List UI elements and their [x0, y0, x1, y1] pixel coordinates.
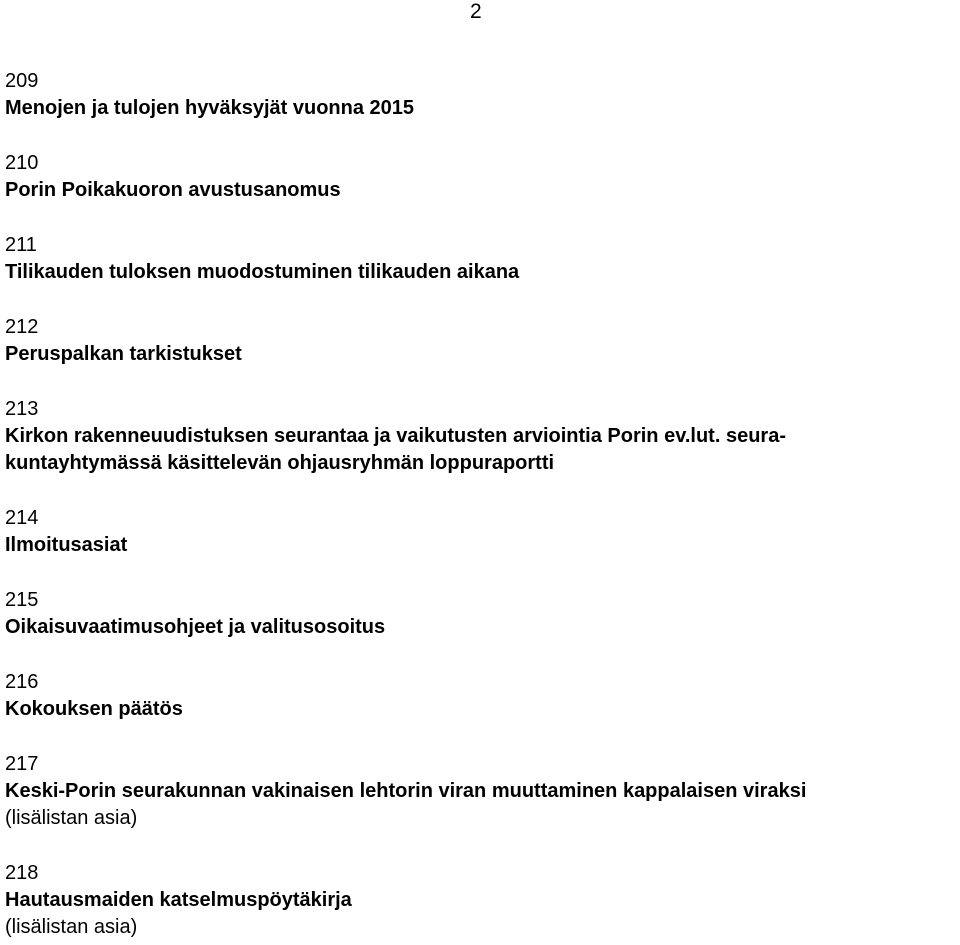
agenda-item-number: 217 — [5, 753, 39, 775]
agenda-item-214 — [5, 505, 957, 559]
agenda-item-216 — [5, 669, 957, 723]
agenda-item-title-line-2: kuntayhtymässä käsittelevän ohjausryhmän loppuraportti — [5, 452, 555, 474]
agenda-item-note: (lisälistan asia) — [5, 807, 138, 829]
agenda-item-213 — [5, 396, 957, 477]
agenda-item-title: Menojen ja tulojen hyväksyjät vuonna 2015 — [5, 97, 415, 119]
agenda-item-209 — [5, 68, 957, 122]
agenda-item-number: 215 — [5, 589, 39, 611]
agenda-item-number: 210 — [5, 152, 39, 174]
agenda-item-title: Ilmoitusasiat — [5, 534, 128, 556]
agenda-item-title: Oikaisuvaatimusohjeet ja valitusosoitus — [5, 616, 386, 638]
agenda-item-number: 218 — [5, 862, 39, 884]
agenda-item-title: Kokouksen päätös — [5, 698, 183, 720]
agenda-item-title: Keski-Porin seurakunnan vakinaisen lehtorin viran muuttaminen kappalaisen viraksi — [5, 780, 807, 802]
agenda-item-title: Tilikauden tuloksen muodostuminen tilikauden aikana — [5, 261, 520, 283]
agenda-item-number: 214 — [5, 507, 39, 529]
agenda-item-211 — [5, 232, 957, 286]
page-number: 2 — [470, 0, 482, 23]
agenda-item-217 — [5, 751, 957, 832]
agenda-item-218 — [5, 860, 957, 941]
agenda-item-210 — [5, 150, 957, 204]
agenda-item-number: 209 — [5, 70, 39, 92]
agenda-item-212 — [5, 314, 957, 368]
agenda-item-title-line-1: Kirkon rakenneuudistuksen seurantaa ja vaikutusten arviointia Porin ev.lut. seura- — [5, 425, 786, 447]
agenda-item-number: 211 — [5, 234, 37, 256]
agenda-item-number: 216 — [5, 671, 39, 693]
agenda-item-note: (lisälistan asia) — [5, 916, 138, 938]
agenda-item-title: Hautausmaiden katselmuspöytäkirja — [5, 889, 352, 911]
agenda-item-number: 213 — [5, 398, 39, 420]
agenda-item-215 — [5, 587, 957, 641]
agenda-item-title: Porin Poikakuoron avustusanomus — [5, 179, 341, 201]
agenda-item-title: Peruspalkan tarkistukset — [5, 343, 242, 365]
agenda-list — [5, 68, 957, 941]
agenda-item-number: 212 — [5, 316, 39, 338]
